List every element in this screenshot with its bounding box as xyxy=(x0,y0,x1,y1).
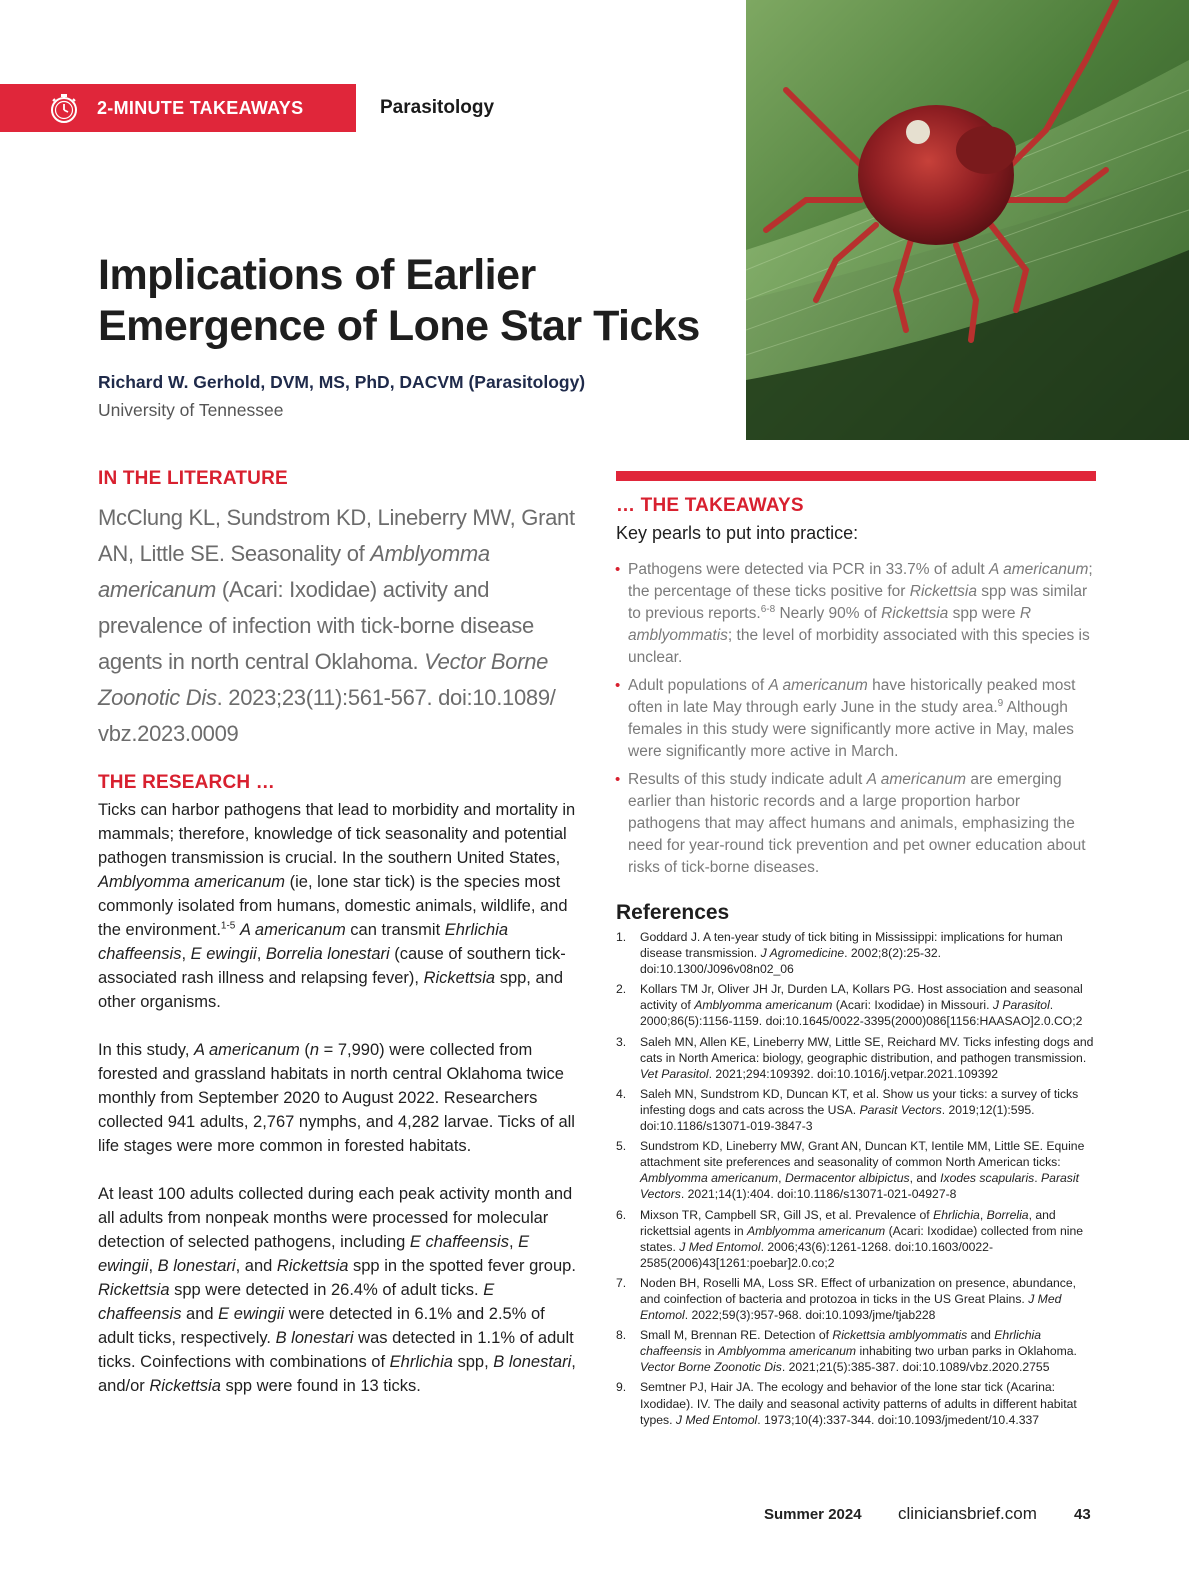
left-column xyxy=(98,468,576,1398)
takeaways-heading: … THE TAKEAWAYS xyxy=(616,495,804,516)
takeaways-list xyxy=(616,559,1096,879)
title-line-2: Emergence of Lone Star Ticks xyxy=(98,302,700,350)
bullet-icon: • xyxy=(615,561,621,578)
author-name: Richard W. Gerhold, DVM, MS, PhD, DACVM (Parasitology) xyxy=(98,372,586,392)
reference-item: 6. Mixson TR, Campbell SR, Gill JS, et al. Prevalence of Ehrlichia, Borrelia, and rickettsial agents in Amblyomma americanum (Acari: Ixodidae) collected from nine states. J Med Entomol. 2006;43(6):1261-1268. doi:10.1603/0022-2585(2006)43[1261:poebar]2.0.co;2 xyxy=(616,1207,1084,1270)
reference-item: 7. Noden BH, Roselli MA, Loss SR. Effect of urbanization on presence, abundance, and coinfection of bacteria and protozoa in ticks in the US Great Plains. J Med Entomol. 2022;59(3):957-968. doi:10.1093/jme/tjab228 xyxy=(616,1275,1077,1323)
reference-item: 5. Sundstrom KD, Lineberry MW, Grant AN, Duncan KT, Ientile MM, Little SE. Equine attachment site preferences and seasonality of common North American ticks: Amblyomma americanum, Dermacentor albipictus, and Ixodes scapularis. Parasit Vectors. 2021;14(1):404. doi:10.1186/s13071-021-04927-8 xyxy=(616,1139,1085,1202)
takeaway-item: • Pathogens were detected via PCR in 33.7% of adult A americanum; the percentage of these ticks positive for Rickettsia spp was similar to previous reports.$^{6-8}$ Nearly 90% of Rickettsia spp were R amblyommatis; the level of morbidity associated with this species is unclear. xyxy=(615,561,1093,666)
section-tag: Parasitology xyxy=(380,97,495,118)
section-banner xyxy=(0,84,356,132)
takeaway-item: • Results of this study indicate adult A americanum are emerging earlier than historic records and a large proportion harbor pathogens that may affect humans and animals, emphasizing the need for year-round tick prevention and pet owner education about risks of tick-borne diseases. xyxy=(615,771,1086,876)
lone-star-tick-photo xyxy=(746,0,1189,440)
article-title xyxy=(98,250,718,352)
reference-item: 3. Saleh MN, Allen KE, Lineberry MW, Little SE, Reichard MV. Ticks infesting dogs and cats in North America: biology, geographic distribution, and pathogen transmission. Vet Parasitol. 2021;294:109392. doi:10.1016/j.vetpar.2021.109392 xyxy=(616,1034,1094,1081)
literature-citation: McClung KL, Sundstrom KD, Lineberry MW, Grant AN, Little SE. Seasonality of Amblyomma americanum (Acari: Ixodidae) activity and prevalence of infection with tick-borne disease agents in north central Oklahoma. Vector Borne Zoonotic Dis. 2023;23(11):561-567. doi:10.1089/ vbz.2023.0009 xyxy=(98,505,575,746)
research-paragraph-2: In this study, A americanum (n = 7,990) were collected from forested and grassland habitats in north central Oklahoma twice monthly from September 2020 to August 2022. Researchers collected 941 adults, 2,767 nymphs, and 4,282 larvae. Ticks of all life stages were more common in forested habitats. xyxy=(98,1041,575,1155)
research-heading: THE RESEARCH … xyxy=(98,772,275,793)
footer-issue: Summer 2024 xyxy=(764,1506,862,1523)
reference-item: 4. Saleh MN, Sundstrom KD, Duncan KT, et al. Show us your ticks: a survey of ticks infesting dogs and cats across the USA. Parasit Vectors. 2019;12(1):595. doi:10.1186/s13071-019-3847-3 xyxy=(616,1086,1079,1134)
title-line-1: Implications of Earlier xyxy=(98,251,536,299)
takeaway-item: • Adult populations of A americanum have historically peaked most often in late May through early June in the study area.$^9$ Although females in this study were significantly more active in May, males were significantly more active in March. xyxy=(615,677,1076,760)
stopwatch-icon xyxy=(47,91,81,125)
bullet-icon: • xyxy=(615,677,621,694)
banner-label: 2-MINUTE TAKEAWAYS xyxy=(97,97,304,118)
research-body xyxy=(98,798,576,1398)
footer-website: cliniciansbrief.com xyxy=(898,1504,1037,1523)
takeaways-divider xyxy=(616,471,1096,481)
reference-item: 9. Semtner PJ, Hair JA. The ecology and behavior of the lone star tick (Acarina: Ixodidae). IV. The daily and seasonal activity patterns of adults in different habitat types. J Med Entomol. 1973;10(4):337-344. doi:10.1093/jmedent/10.4.337 xyxy=(616,1380,1077,1427)
references-heading: References xyxy=(616,901,730,924)
references-list xyxy=(616,929,1096,1428)
bullet-icon: • xyxy=(615,771,621,788)
right-column xyxy=(616,471,1096,1432)
literature-heading: IN THE LITERATURE xyxy=(98,468,288,489)
reference-item: 8. Small M, Brennan RE. Detection of Rickettsia amblyommatis and Ehrlichia chaffeensis in Amblyomma americanum inhabiting two urban parks in Oklahoma. Vector Borne Zoonotic Dis. 2021;21(5):385-387. doi:10.1089/vbz.2020.2755 xyxy=(616,1328,1077,1375)
author-affiliation: University of Tennessee xyxy=(98,400,284,420)
takeaways-intro: Key pearls to put into practice: xyxy=(616,523,859,543)
research-paragraph-1: Ticks can harbor pathogens that lead to morbidity and mortality in mammals; therefore, knowledge of tick seasonality and potential pathogen transmission is crucial. In the southern United States, Amblyomma americanum (ie, lone star tick) is the species most commonly isolated from humans, domestic animals, wildlife, and the environment.$^{1-5}$ A americanum can transmit Ehrlichia chaffeensis, E ewingii, Borrelia lonestari (cause of southern tick-associated rash illness and relapsing fever), Rickettsia spp, and other organisms. xyxy=(98,801,576,1011)
page-number: 43 xyxy=(1074,1506,1091,1523)
reference-item: 2. Kollars TM Jr, Oliver JH Jr, Durden LA, Kollars PG. Host association and seasonal activity of Amblyomma americanum (Acari: Ixodidae) in Missouri. J Parasitol. 2000;86(5):1156-1159. doi:10.1645/0022-3395(2000)086[1156:HAASAO]2.0.CO;2 xyxy=(616,982,1083,1029)
reference-item: 1. Goddard J. A ten-year study of tick biting in Mississippi: implications for human disease transmission. J Agromedicine. 2002;8(2):25-32. doi:10.1300/J096v08n02_06 xyxy=(616,930,1063,977)
research-paragraph-3: At least 100 adults collected during each peak activity month and all adults from nonpeak months were processed for molecular detection of selected pathogens, including E chaffeensis, E ewingii, B lonestari, and Rickettsia spp in the spotted fever group. Rickettsia spp were detected in 26.4% of adult ticks. E chaffeensis and E ewingii were detected in 6.1% and 2.5% of adult ticks, respectively. B lonestari was detected in 1.1% of adult ticks. Coinfections with combinations of Ehrlichia spp, B lonestari, and/or Rickettsia spp were found in 13 ticks. xyxy=(98,1185,576,1395)
